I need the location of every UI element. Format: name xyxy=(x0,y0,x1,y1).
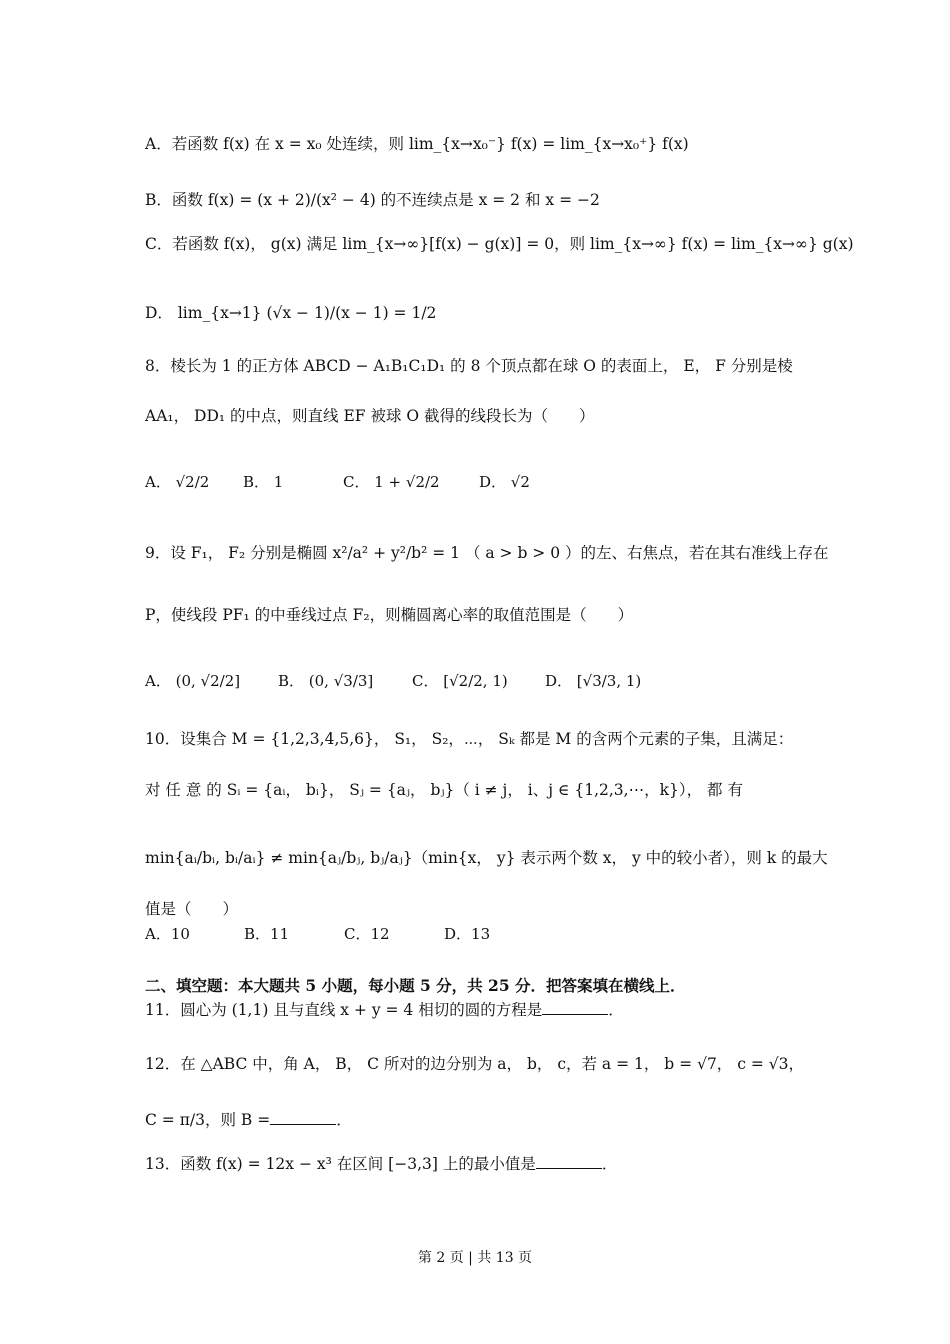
q13 xyxy=(145,1153,617,1174)
q7-option-a: A．若函数 f(x) 在 x = x₀ 处连续，则 lim_{x→x₀⁻} f(x) = lim_{x→x₀⁺} f(x) xyxy=(145,135,689,153)
q9-line2: P，使线段 PF₁ 的中垂线过点 F₂，则椭圆离心率的取值范围是（ ） xyxy=(145,606,634,624)
q13-end: ． xyxy=(601,1155,618,1173)
q11-end: ． xyxy=(608,1001,624,1019)
q7-option-b: B．函数 f(x) = (x + 2)/(x² − 4) 的不连续点是 x = 2 和 x = −2 xyxy=(145,191,600,209)
q10-line4: 值是（ ） xyxy=(145,900,239,918)
page-footer: 第 2 页 | 共 13 页 xyxy=(417,1250,533,1266)
q11 xyxy=(145,999,624,1020)
q8-line2: AA₁， DD₁ 的中点，则直线 EF 被球 O 截得的线段长为（ ） xyxy=(145,407,595,425)
q10-line2: 对 任 意 的 Sᵢ = {aᵢ， bᵢ}， Sⱼ = {aⱼ， bⱼ}（ i ≠ j， i、j ∈ {1,2,3,⋯，k}）， 都 有 xyxy=(145,781,743,799)
q12-line1: 12．在 △ABC 中，角 A， B， C 所对的边分别为 a， b， c，若 a = 1， b = √7， c = √3， xyxy=(145,1055,804,1073)
q9-line1: 9．设 F₁， F₂ 分别是椭圆 x²/a² + y²/b² = 1 （ a > b > 0 ）的左、右焦点，若在其右准线上存在 xyxy=(145,544,829,562)
q13-answer-blank[interactable] xyxy=(536,1153,602,1169)
q9-option-b: B． (0, √3/3] xyxy=(278,672,374,690)
q10-option-b: B．11 xyxy=(244,925,290,943)
q9-option-a: A． (0, √2/2] xyxy=(145,672,241,690)
q7-option-c: C．若函数 f(x)， g(x) 满足 lim_{x→∞}[f(x) − g(x)] = 0，则 lim_{x→∞} f(x) = lim_{x→∞} g(x) xyxy=(145,235,854,253)
q10-option-a: A．10 xyxy=(145,925,190,943)
q7-option-d: D． lim_{x→1} (√x − 1)/(x − 1) = 1/2 xyxy=(145,304,437,322)
q9-option-c: C． [√2/2, 1) xyxy=(412,672,508,690)
q8-option-a: A． √2/2 xyxy=(145,473,210,491)
q8-option-d: D． √2 xyxy=(479,473,530,491)
q13-text: 13．函数 f(x) = 12x − x³ 在区间 [−3,3] 上的最小值是 xyxy=(145,1155,536,1173)
q10-option-c: C．12 xyxy=(344,925,390,943)
q10-option-d: D．13 xyxy=(444,925,491,943)
q10-line3: min{aᵢ/bᵢ, bᵢ/aᵢ} ≠ min{aⱼ/bⱼ, bⱼ/aⱼ}（min{x， y} 表示两个数 x， y 中的较小者），则 k 的最大 xyxy=(145,849,828,867)
q11-answer-blank[interactable] xyxy=(542,999,608,1015)
q10-line1: 10．设集合 M = {1,2,3,4,5,6}， S₁， S₂，⋯， Sₖ 都是 M 的含两个元素的子集，且满足： xyxy=(145,730,794,748)
q11-text: 11．圆心为 (1,1) 且与直线 x + y = 4 相切的圆的方程是 xyxy=(145,1001,543,1019)
section-fill-in-heading: 二、填空题：本大题共 5 小题，每小题 5 分，共 25 分．把答案填在横线上． xyxy=(145,976,686,995)
q9-option-d: D． [√3/3, 1) xyxy=(545,672,642,690)
q8-line1: 8．棱长为 1 的正方体 ABCD − A₁B₁C₁D₁ 的 8 个顶点都在球 O 的表面上， E， F 分别是棱 xyxy=(145,357,793,375)
q12-answer-blank[interactable] xyxy=(270,1109,336,1125)
q12-line2-text: C = π/3，则 B = xyxy=(145,1111,271,1129)
q12-line2 xyxy=(145,1109,352,1130)
q8-option-c: C． 1 + √2/2 xyxy=(343,473,440,491)
q8-option-b: B． 1 xyxy=(243,473,284,491)
q12-end: ． xyxy=(336,1111,352,1129)
